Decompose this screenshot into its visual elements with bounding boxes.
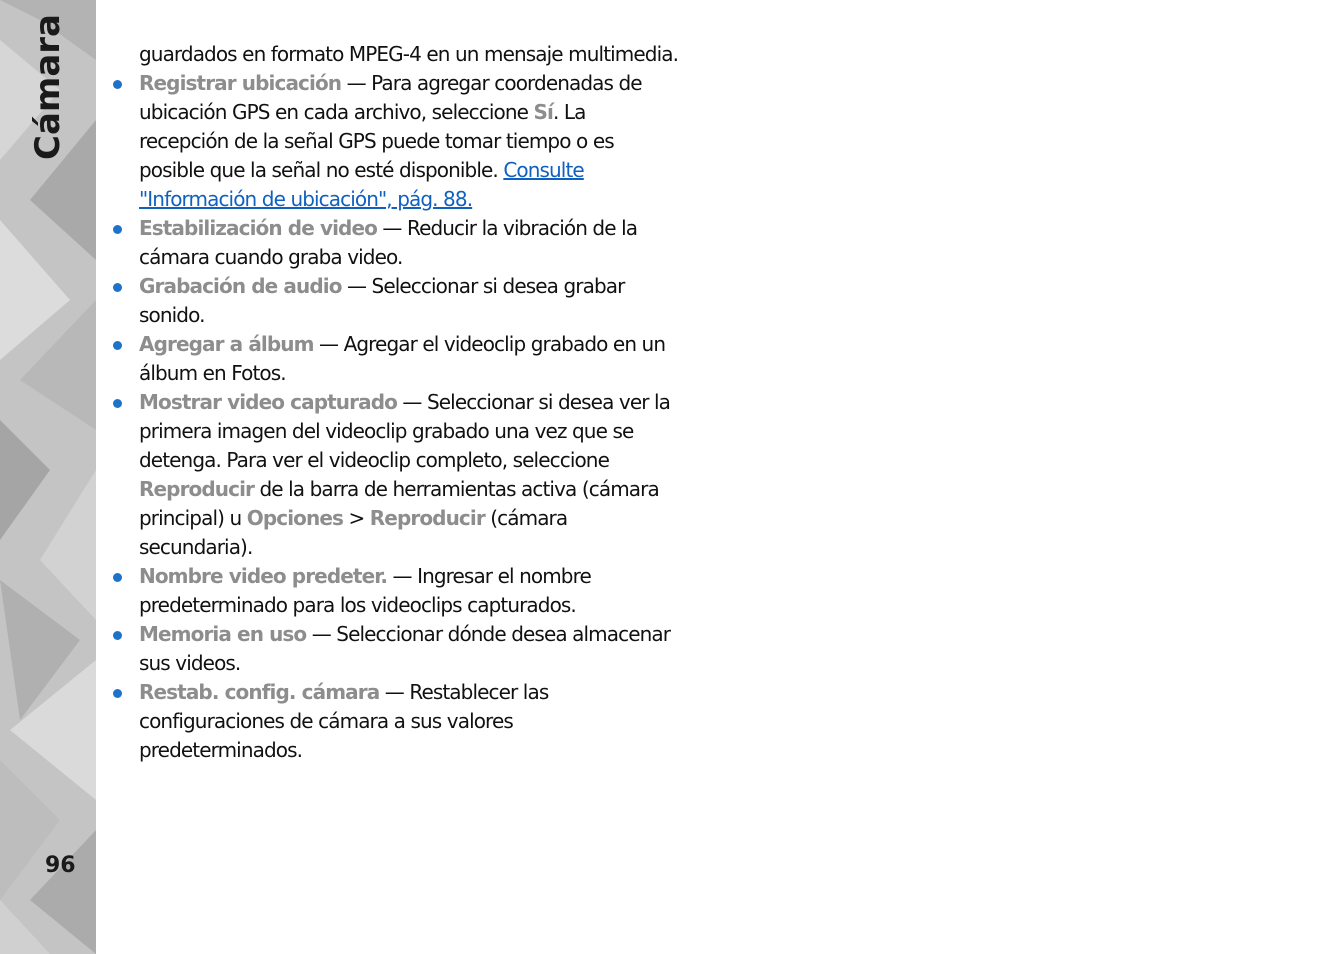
section-title: Cámara [28,14,68,160]
list-item [139,678,679,765]
item-text: > [343,506,370,530]
item-text: de la barra de herramientas activa (cámara principal) u [139,477,659,530]
item-text: — Seleccionar si desea grabar sonido. [139,274,625,327]
bullet-icon [113,80,122,89]
option-name: Mostrar video capturado [139,390,397,414]
page-number: 96 [45,853,76,878]
item-text: — Seleccionar si desea ver la primera imagen del videoclip grabado una vez que se detenga. Para ver el videoclip completo, seleccione [139,390,671,472]
ui-term: Reproducir [369,506,485,530]
item-text: (cámara secundaria). [139,506,568,559]
bullet-icon [113,225,122,234]
item-text: . La recepción de la señal GPS puede tomar tiempo o es posible que la señal no esté disponible. [139,100,614,182]
ui-term: Opciones [246,506,343,530]
intro-paragraph: guardados en formato MPEG-4 en un mensaje multimedia. [139,42,679,66]
bullet-icon [113,283,122,292]
list-item [139,330,679,388]
option-name: Nombre video predeter. [139,564,388,588]
option-name: Memoria en uso [139,622,307,646]
list-item [139,620,679,678]
item-text: — Agregar el videoclip grabado en un álbum en Fotos. [139,332,666,385]
item-text: — Ingresar el nombre predeterminado para los videoclips capturados. [139,564,591,617]
option-name: Estabilización de video [139,216,377,240]
item-text: — Seleccionar dónde desea almacenar sus videos. [139,622,671,675]
bullet-icon [113,631,122,640]
ui-term: Reproducir [139,477,255,501]
bullet-icon [113,689,122,698]
list-item [139,562,679,620]
settings-list [139,69,679,765]
option-name: Registrar ubicación [139,71,342,95]
bullet-icon [113,573,122,582]
bullet-icon [113,399,122,408]
list-item [139,388,679,562]
option-value: Sí [533,100,553,124]
option-name: Agregar a álbum [139,332,314,356]
bullet-icon [113,341,122,350]
list-item [139,214,679,272]
cross-reference-link[interactable]: Consulte "Información de ubicación", pág. 88. [139,158,584,211]
list-item [139,272,679,330]
item-text: — Restablecer las configuraciones de cámara a sus valores predeterminados. [139,680,549,762]
option-name: Grabación de audio [139,274,342,298]
item-text: — Para agregar coordenadas de ubicación GPS en cada archivo, seleccione [139,71,642,124]
main-content [139,40,679,765]
item-text: — Reducir la vibración de la cámara cuando graba video. [139,216,638,269]
list-item [139,69,679,214]
option-name: Restab. config. cámara [139,680,380,704]
